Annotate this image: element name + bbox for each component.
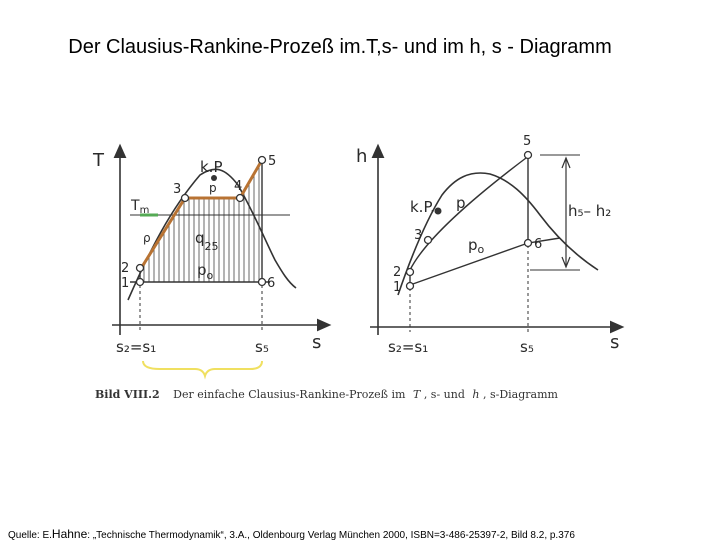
hs-critical-point-marker [435,208,442,215]
figure-caption-text-mid: , s- und [423,388,465,401]
ts-x-tick-s5: s₅ [255,338,269,356]
hs-isobar-low-label: $p_o$ [468,236,485,256]
ts-x-axis-label: s [312,332,322,353]
hs-isobar-high-label: p [456,194,466,212]
hs-label-5: 5 [523,134,532,149]
hs-point-2 [407,269,414,276]
hs-label-1: 1 [393,280,402,295]
hs-label-3: 3 [414,228,423,243]
hs-dimension-label: h₅– h₂ [568,202,612,220]
source-text: : „Technische Thermodynamik“, 3.A., Oldenbourg Verlag München 2000, ISBN=3-486-25397-2, Bild 8.2, p.376 [87,530,575,541]
ts-point-5 [259,157,266,164]
figure-caption-label: Bild VIII.2 [95,388,160,401]
ts-critical-point-label: k.P [200,158,223,176]
ts-diagram [92,150,325,376]
figure-caption-text-pre: Der einfache Clausius-Rankine-Prozeß im [173,388,406,401]
hs-critical-point-label: k.P. [410,198,435,216]
ts-label-2: 2 [121,261,130,276]
ts-point-6 [259,279,266,286]
ts-label-5: 5 [268,154,277,169]
hs-x-axis-label: s [610,332,620,353]
ts-isobar-low-label: $p_o$ [197,261,214,282]
ts-entropy-bracket [143,361,262,376]
hs-saturation-curve [398,173,598,295]
ts-point-4 [237,195,244,202]
ts-x-tick-s1: s₂=s₁ [116,338,157,356]
ts-label-6: 6 [267,276,276,291]
hs-x-tick-s1: s₂=s₁ [388,338,429,356]
ts-point-2 [137,265,144,272]
ts-y-axis-label: T [93,150,104,171]
hs-label-6: 6 [534,237,543,252]
figure-caption-text-post: , s-Diagramm [482,388,558,401]
hs-point-5 [525,152,532,159]
source-citation [8,527,575,541]
figure-caption-h: h [472,388,480,401]
ts-mean-temp-label: $T_m$ [131,198,150,216]
ts-rho-label: ρ [143,231,151,245]
ts-label-1: 1 [121,276,130,291]
hs-point-1 [407,283,414,290]
ts-point-1 [137,279,144,286]
figure-caption-T: T [412,388,421,401]
ts-point-3 [182,195,189,202]
ts-isobar-high-label: p [209,181,217,195]
hs-diagram [356,134,619,356]
figure-caption [95,388,559,401]
hs-x-tick-s5: s₅ [520,338,534,356]
ts-label-4: 4 [234,179,243,194]
page-title: Der Clausius-Rankine-Prozeß im.T,s- und im h, s - Diagramm [68,36,612,58]
hs-y-axis-label: h [356,146,368,167]
hs-point-3 [425,237,432,244]
source-author: Hahne [51,527,88,541]
hs-label-2: 2 [393,265,402,280]
ts-heat-label: $q_{25}$ [195,229,219,253]
hs-point-6 [525,240,532,247]
ts-label-3: 3 [173,182,182,197]
source-prefix: Quelle: E. [8,530,52,541]
